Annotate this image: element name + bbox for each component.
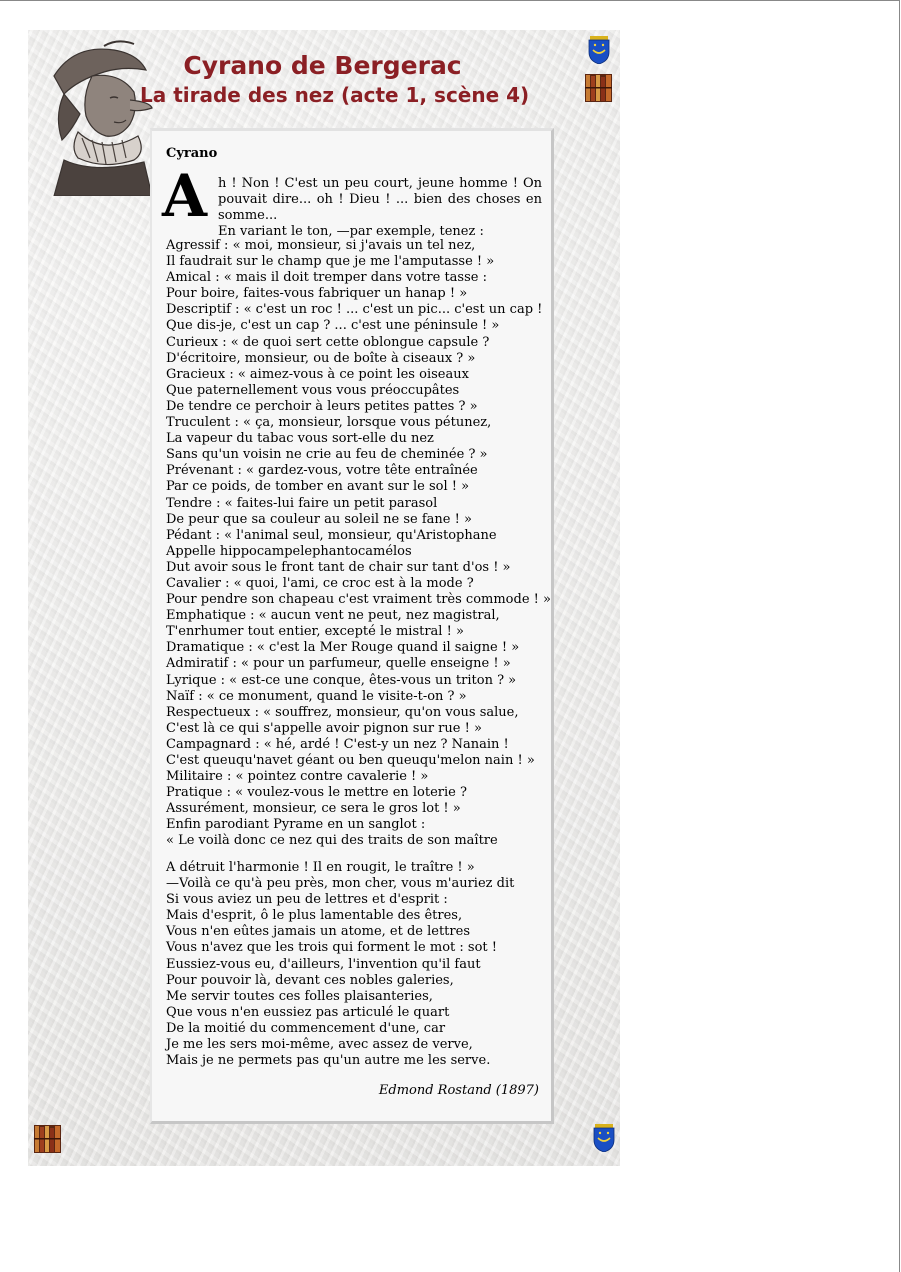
verse-line: Respectueux : « souffrez, monsieur, qu'on vous salue, (166, 704, 519, 720)
verse-block-continued (166, 860, 550, 1069)
verse-line: Appelle hippocampelephantocamélos (166, 543, 412, 559)
verse-line: Pour pouvoir là, devant ces nobles galeries, (166, 972, 454, 988)
verse-line: A détruit l'harmonie ! Il en rougit, le traître ! » (166, 860, 475, 875)
speaker-name: Cyrano (166, 146, 218, 161)
poem-card (150, 128, 554, 1124)
verse-line: « Le voilà donc ce nez qui des traits de son maître (166, 833, 498, 849)
verse-line: Me servir toutes ces folles plaisanteries, (166, 988, 433, 1004)
verse-block (166, 238, 550, 850)
verse-line: Enfin parodiant Pyrame en un sanglot : (166, 817, 426, 833)
verse-line: Descriptif : « c'est un roc ! ... c'est un pic... c'est un cap ! (166, 302, 543, 318)
verse-line: Dut avoir sous le front tant de chair sur tant d'os ! » (166, 559, 511, 575)
verse-line: Vous n'avez que les trois qui forment le mot : sot ! (166, 940, 497, 956)
verse-line: Truculent : « ça, monsieur, lorsque vous pétunez, (166, 415, 492, 431)
verse-line: —Voilà ce qu'à peu près, mon cher, vous m'auriez dit (166, 876, 515, 892)
verse-line: De tendre ce perchoir à leurs petites pattes ? » (166, 398, 478, 414)
verse-line: Curieux : « de quoi sert cette oblongue capsule ? (166, 334, 490, 350)
verse-line: Que dis-je, c'est un cap ? ... c'est une péninsule ! » (166, 318, 500, 334)
verse-line: Emphatique : « aucun vent ne peut, nez magistral, (166, 608, 500, 624)
verse-line: Sans qu'un voisin ne crie au feu de cheminée ? » (166, 447, 488, 463)
verse-line: Je me les sers moi-même, avec assez de verve, (166, 1037, 473, 1053)
verse-line: Militaire : « pointez contre cavalerie ! » (166, 769, 429, 785)
coat-of-arms-icon[interactable] (588, 36, 610, 64)
verse-line: Par ce poids, de tomber en avant sur le sol ! » (166, 479, 470, 495)
intro-text (218, 176, 542, 240)
verse-line: Agressif : « moi, monsieur, si j'avais un tel nez, (166, 238, 476, 253)
verse-line: T'enrhumer tout entier, excepté le mistral ! » (166, 624, 464, 640)
verse-line: Mais d'esprit, ô le plus lamentable des êtres, (166, 908, 463, 924)
intro-line: h ! Non ! C'est un peu court, jeune homme ! On pouvait dire... oh ! Dieu ! ... bien des choses en somme... (218, 176, 542, 224)
verse-line: Eussiez-vous eu, d'ailleurs, l'invention qu'il faut (166, 956, 481, 972)
verse-line: Mais je ne permets pas qu'un autre me les serve. (166, 1053, 491, 1069)
bookshelf-icon[interactable] (585, 74, 612, 102)
verse-line: Pour boire, faites-vous fabriquer un hanap ! » (166, 286, 468, 302)
drop-cap: A (162, 162, 208, 230)
verse-line: De la moitié du commencement d'une, car (166, 1020, 446, 1036)
verse-line: Il faudrait sur le champ que je me l'amputasse ! » (166, 254, 495, 270)
verse-line: Dramatique : « c'est la Mer Rouge quand il saigne ! » (166, 640, 520, 656)
page-title: Cyrano de Bergerac (183, 51, 462, 80)
verse-line: Tendre : « faites-lui faire un petit parasol (166, 495, 438, 511)
cyrano-portrait-icon (34, 36, 162, 196)
verse-line: Pour pendre son chapeau c'est vraiment très commode ! » (166, 592, 551, 608)
verse-line: Assurément, monsieur, ce sera le gros lot ! » (166, 801, 461, 817)
author-signature: Edmond Rostand (1897) (378, 1083, 539, 1098)
page-border-top (0, 0, 900, 1)
verse-line: Pratique : « voulez-vous le mettre en loterie ? (166, 785, 467, 801)
verse-line: De peur que sa couleur au soleil ne se fane ! » (166, 511, 472, 527)
bookshelf-icon[interactable] (34, 1125, 61, 1153)
verse-line: Que paternellement vous vous préoccupâtes (166, 382, 460, 398)
page-border-right (899, 0, 900, 1272)
verse-line: Lyrique : « est-ce une conque, êtes-vous un triton ? » (166, 672, 517, 688)
verse-line: D'écritoire, monsieur, ou de boîte à ciseaux ? » (166, 350, 476, 366)
verse-line: Que vous n'en eussiez pas articulé le quart (166, 1004, 450, 1020)
verse-line: Prévenant : « gardez-vous, votre tête entraînée (166, 463, 478, 479)
coat-of-arms-icon[interactable] (593, 1124, 615, 1152)
verse-line: Pédant : « l'animal seul, monsieur, qu'Aristophane (166, 527, 497, 543)
verse-line: Si vous aviez un peu de lettres et d'esprit : (166, 892, 448, 908)
verse-line: La vapeur du tabac vous sort-elle du nez (166, 431, 434, 447)
verse-line: Campagnard : « hé, ardé ! C'est-y un nez ? Nanain ! (166, 736, 509, 752)
intro-line: En variant le ton, —par exemple, tenez : (218, 224, 484, 240)
verse-line: Vous n'en eûtes jamais un atome, et de lettres (166, 924, 470, 940)
verse-line: Cavalier : « quoi, l'ami, ce croc est à la mode ? (166, 575, 474, 591)
page-subtitle: La tirade des nez (acte 1, scène 4) (140, 83, 530, 107)
verse-line: C'est là ce qui s'appelle avoir pignon sur rue ! » (166, 720, 482, 736)
verse-line: Amical : « mais il doit tremper dans votre tasse : (166, 270, 487, 286)
verse-line: Naïf : « ce monument, quand le visite-t-on ? » (166, 688, 467, 704)
verse-line: C'est queuqu'navet géant ou ben queuqu'melon nain ! » (166, 753, 535, 768)
verse-line: Admiratif : « pour un parfumeur, quelle enseigne ! » (166, 656, 511, 672)
verse-line: Gracieux : « aimez-vous à ce point les oiseaux (166, 366, 469, 382)
